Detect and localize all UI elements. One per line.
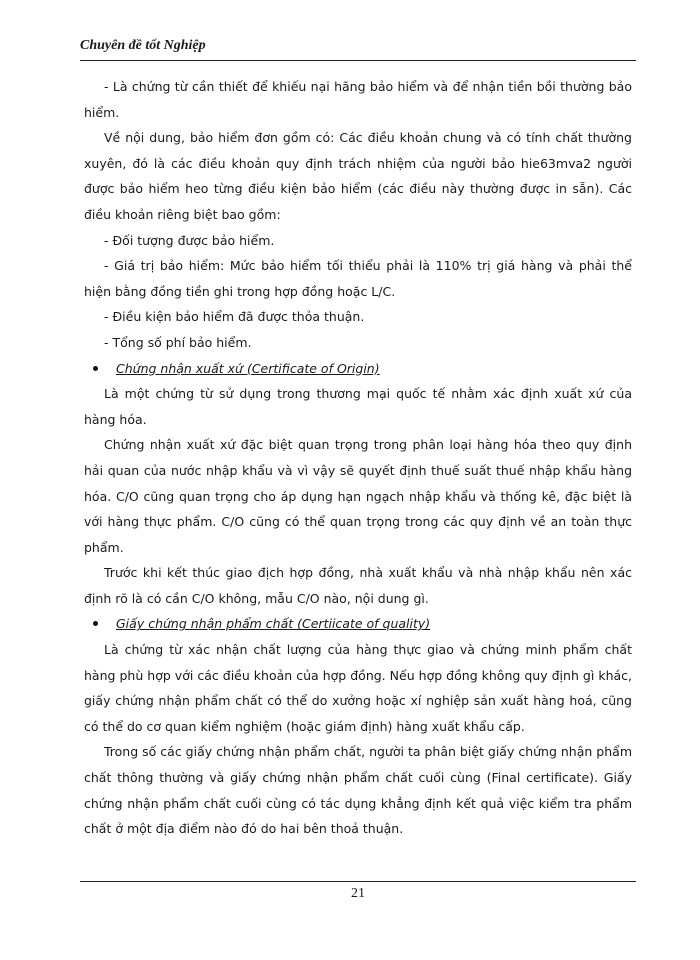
section-heading-certificate-of-origin — [84, 356, 632, 382]
section-heading-certificate-of-quality — [84, 611, 632, 637]
footer-divider — [80, 881, 636, 882]
list-item-insurance-conditions: - Điều kiện bảo hiểm đã được thỏa thuận. — [104, 309, 365, 325]
paragraph-origin-definition: Là một chứng từ sử dụng trong thương mại quốc tế nhằm xác định xuất xứ của hàng hóa. — [84, 386, 632, 427]
bullet-icon — [93, 366, 98, 371]
list-item-insured-object: - Đối tượng được bảo hiểm. — [104, 232, 275, 248]
paragraph-quality-definition: Là chứng từ xác nhận chất lượng của hàng thực giao và chứng minh phẩm chất hàng phù hợp với các điều khoản của hợp đồng. Nếu hợp đồng không quy định gì khác, giấy chứng nhận phẩm chất có thể do xưởng hoặc xí nghiệp sản xuất hàng hoá, cũng có thể do cơ quan kiểm nghiệm (hoặc giám định) hàng xuất khẩu cấp. — [84, 642, 632, 734]
paragraph-origin-importance: Chứng nhận xuất xứ đặc biệt quan trọng trong phân loại hàng hóa theo quy định hải quan của nước nhập khẩu và vì vậy sẽ quyết định thuế suất thuế nhập khẩu hàng hóa. C/O cũng quan trọng cho áp dụng hạn ngạch nhập khẩu và thống kê, đặc biệt là với hàng thực phẩm. C/O cũng có thể quan trọng trong các quy định về an toàn thực phẩm. — [84, 437, 632, 555]
list-item-insurance-fee: - Tổng số phí bảo hiểm. — [104, 334, 252, 350]
bullet-icon — [93, 621, 98, 626]
section-title: Chứng nhận xuất xứ (Certificate of Origin) — [116, 360, 380, 376]
page-header — [80, 38, 636, 61]
paragraph-policy-content: Về nội dung, bảo hiểm đơn gồm có: Các điều khoản chung và có tính chất thường xuyên, đó là các điều khoản quy định trách nhiệm của người bảo hie63mva2 người được bảo hiểm heo từng điều kiện bảo hiểm (các điều này thường được in sẵn). Các điều khoản riêng biệt bao gồm: — [84, 130, 632, 222]
list-item-insured-value: - Giá trị bảo hiểm: Mức bảo hiểm tối thiểu phải là 110% trị giá hàng và phải thể hiện bằng đồng tiền ghi trong hợp đồng hoặc L/C. — [84, 258, 632, 299]
paragraph-claim-purpose: - Là chứng từ cần thiết để khiếu nại hãng bảo hiểm và để nhận tiền bồi thường bảo hiểm. — [84, 79, 632, 120]
page-number: 21 — [351, 886, 365, 901]
header-title: Chuyên đề tốt Nghiệp — [80, 38, 206, 53]
document-body — [84, 74, 632, 842]
paragraph-origin-advice: Trước khi kết thúc giao địch hợp đồng, nhà xuất khẩu và nhà nhập khẩu nên xác định rõ là có cần C/O không, mẫu C/O nào, nội dung gì. — [84, 565, 632, 606]
paragraph-quality-types: Trong số các giấy chứng nhận phẩm chất, người ta phân biệt giấy chứng nhận phẩm chất thông thường và giấy chứng nhận phẩm chất cuối cùng (Final certificate). Giấy chứng nhận phẩm chất cuối cùng có tác dụng khẳng định kết quả việc kiểm tra phẩm chất ở một địa điểm nào đó do hai bên thoả thuận. — [84, 744, 632, 837]
section-title: Giấy chứng nhận phẩm chất (Certiicate of quality) — [116, 616, 431, 632]
